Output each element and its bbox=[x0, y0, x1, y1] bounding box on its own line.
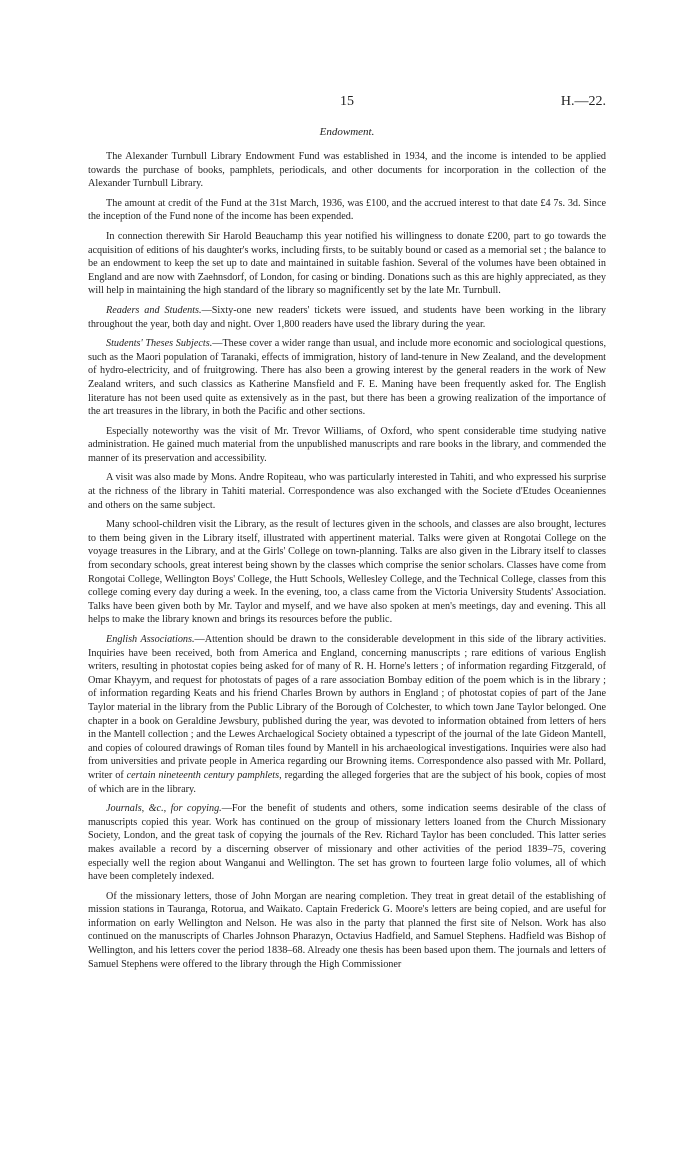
paragraph-endowment-fund bbox=[88, 150, 606, 191]
paragraph-text: Of the missionary letters, those of John Morgan are nearing completion. They treat in great detail of the establishing of mission stations in Tauranga, Rotorua, and Waikato. Captain Frederick G. Moore's letters are being copied, and are useful for information on early Wellington and Nelson. He was also in the party that planned the first site of Nelson. Work has also continued on the manuscripts of Charles Johnson Pharazyn, Octavius Hadfield, and Samuel Stephens. Hadfield was Bishop of Wellington, and his letters cover the period 1838–68. Already one thesis has been based upon them. The journals and letters of Samuel Stephens were offered to the library through the High Commissioner bbox=[88, 890, 606, 970]
paragraph-text: —These cover a wider range than usual, and include more economic and sociological questions, such as the Maori population of Taranaki, effects of immigration, history of land-tenure in New Zealand, and the development of hydro-electricity, and of fruitgrowing. There has also been a growing interest by the general readers in the work of New Zealand writers, and such classics as Katherine Mansfield and F. E. Maning have been frequently asked for. The English literature has not been used quite as extensively as in the past, but there has been a growing realization of the importance of the art treasures in the library, in both the Pacific and other sections. bbox=[88, 338, 607, 418]
paragraph-theses-subjects bbox=[88, 337, 606, 419]
paragraph-beauchamp-donation bbox=[88, 230, 606, 298]
italic-book-title: certain nineteenth century pamphlets bbox=[126, 769, 280, 781]
paragraph-text: In connection therewith Sir Harold Beauchamp this year notified his willingness to donate £200, part to go towards the acquisition of editions of his daughter's works, including firsts, to be suitably bound or cased as a memorial set ; the balance to be an endowment to keep the set up to date and maintained in suitable fashion. Several of the volumes have been obtained in England and are now with Zaehnsdorf, of London, for casing or binding. Donations such as this are highly appreciated, as they will help in maintaining the high standard of the library so magnificently set by the late Mr. Turnbull. bbox=[88, 230, 606, 297]
paragraph-trevor-williams bbox=[88, 425, 606, 466]
paragraph-text: A visit was also made by Mons. Andre Ropiteau, who was particularly interested in Tahiti, and who expressed his surprise at the richness of the library in Tahiti material. Correspondence was also exchanged with the Societe d'Etudes Oceaniennes and others on the same subject. bbox=[88, 472, 606, 511]
page-number: 15 bbox=[340, 94, 354, 109]
running-head bbox=[88, 94, 606, 116]
paragraph-english-associations bbox=[88, 633, 606, 796]
paragraph-missionary-letters bbox=[88, 890, 606, 972]
document-page bbox=[88, 94, 606, 971]
paragraph-text: —Attention should be drawn to the considerable development in this side of the library activities. Inquiries have been received, both from America and England, concerning manuscripts ; rare editions of various English writers, resulting in photostat copies being asked for of many of R. H. Horne's letters ; of information regarding Fitzgerald, of Omar Khayym, and request for photostats of pages of a rare association Bombay edition of the poem which is in the library ; of information regarding Keats and his friend Charles Brown by authors in England ; of photostat copies of part of the Jane Taylor material in the library from the Public Library of the Borough of Colchester, to which town Jane Taylor belonged. One chapter in a book on Geraldine Jewsbury, published during the year, was devoted to information obtained from letters of hers in the Mantell collection ; and the Lewes Archaelogical Society obtained a typescript of the journal of the late Gideon Mantell, and copies of coloured drawings of Roman tiles found by Mantell in his archaeological investigations. Inquiries were also had from universities and private people in America regarding our Browning items. Correspondence also passed with Mr. Pollard, writer of bbox=[88, 634, 606, 781]
paragraph-text: —Sixty-one new readers' tickets were issued, and students have been working in the library throughout the year, both day and night. Over 1,800 readers have used the library during the year. bbox=[88, 304, 607, 330]
paragraph-amount-credit bbox=[88, 197, 606, 224]
run-in-heading: Readers and Students. bbox=[106, 304, 202, 316]
paragraph-text: —For the benefit of students and others, some indication seems desirable of the class of manuscripts copied this year. Work has continued on the group of missionary letters loaned from the Church Missionary Society, London, and the great task of copying the journals of the Rev. Richard Taylor has been concluded. This latter series makes available a record by a discerning observer of missionary and other activities of the period 1839–75, covering especially well the region about Wanganui and Wellington. The set has grown to fourteen large folio volumes, all of which have been completely indexed. bbox=[88, 803, 606, 883]
paragraph-school-children bbox=[88, 518, 606, 627]
paragraph-journals-copying bbox=[88, 802, 606, 884]
run-in-heading: Students' Theses Subjects. bbox=[106, 338, 213, 350]
paragraph-readers-students bbox=[88, 304, 606, 331]
paragraph-text: The amount at credit of the Fund at the 31st March, 1936, was £100, and the accrued interest to that date £4 7s. 3d. Since the inception of the Fund none of the income has been expended. bbox=[88, 197, 606, 223]
paragraph-text: Especially noteworthy was the visit of Mr. Trevor Williams, of Oxford, who spent considerable time studying native administration. He gained much material from the unpublished manuscripts and rare books in the library, and commended the manner of its preservation and accessibility. bbox=[88, 425, 606, 464]
run-in-heading: English Associations. bbox=[106, 634, 195, 645]
paragraph-text: Many school-children visit the Library, as the result of lectures given in the schools, and classes are also brought, lectures to them being given in the Library itself, illustrated with appertinent material. Talks were given at Rongotai College on the voyage treasures in the Library, and at the Girls' College on town-planning. Talks are also given in the Library itself to classes from secondary schools, great interest being shown by the classes which comprise the senior scholars. Classes have come from Rongotai College, Wellington Boys' College, the Hutt Schools, Wellesley College, and the Technical College, classes from this college coming every day during a week. In the evening, too, a class came from the Victoria University Students' Association. Talks have been given both by Mr. Taylor and myself, and we have also spoken at men's meetings, day and evening. This all helps to make the library known and brings its resources before the public. bbox=[88, 519, 606, 626]
document-reference: H.—22. bbox=[560, 94, 606, 109]
run-in-heading: Journals, &c., for copying. bbox=[106, 803, 222, 815]
paragraph-ropiteau-visit bbox=[88, 471, 606, 512]
paragraph-text: The Alexander Turnbull Library Endowment Fund was established in 1934, and the income is intended to be applied towards the purchase of books, pamphlets, periodicals, and other documents for incorporation in the collection of the Alexander Turnbull Library. bbox=[88, 151, 606, 190]
paragraph-text-continued: , regarding the alleged forgeries that are the subject of his book, copies of most of which are in the library. bbox=[88, 769, 606, 795]
section-heading-endowment: Endowment. bbox=[319, 126, 375, 138]
